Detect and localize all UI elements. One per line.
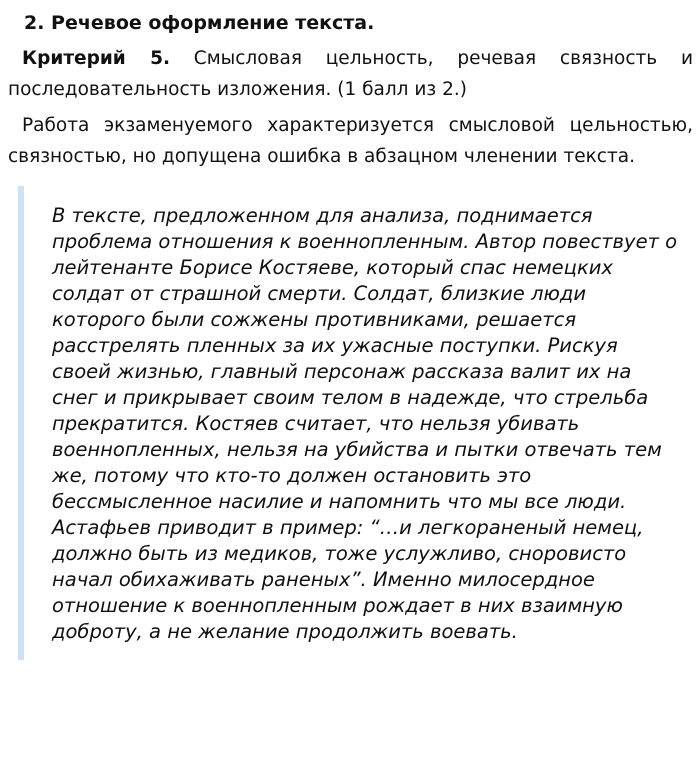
criterion-label: Критерий 5. [22,48,170,69]
essay-text: В тексте, предложенном для анализа, поднимается проблема отношения к военнопленным. Автор повествует о лейтенанте Борисе Костяеве, который спас немецких солдат от страшной смерти. Солдат, близкие люди которого были сожжены противниками, решается расстрелять пленных за их ужасные поступки. Рискуя своей жизнью, главный персонаж рассказа валит их на снег и прикрывает своим телом в надежде, что стрельба прекратится. Костяев считает, что нельзя убивать военнопленных, нельзя на убийства и пытки отвечать тем же, потому что кто-то должен остановить это бессмысленное насилие и напомнить что мы все люди. Астафьев приводит в пример: “…и легкораненый немец, должно быть из медиков, тоже услужливо, сноровисто начал обихаживать раненых”. Именно милосердное отношение к военнопленным рождает в них взаимную доброту, а не желание продолжить воевать. [52,204,678,643]
essay-quote-block [18,186,678,660]
criterion-text: Смысловая цельность, речевая связность и последовательность изложения. (1 балл из 2.) [8,48,694,100]
section-title: 2. Речевое оформление текста. [24,12,375,34]
criterion-paragraph [8,43,693,105]
assessment-paragraph: Работа экзаменуемого характеризуется смысловой цельностью, связностью, но допущена ошибка в абзацном членении текста. [8,115,693,167]
